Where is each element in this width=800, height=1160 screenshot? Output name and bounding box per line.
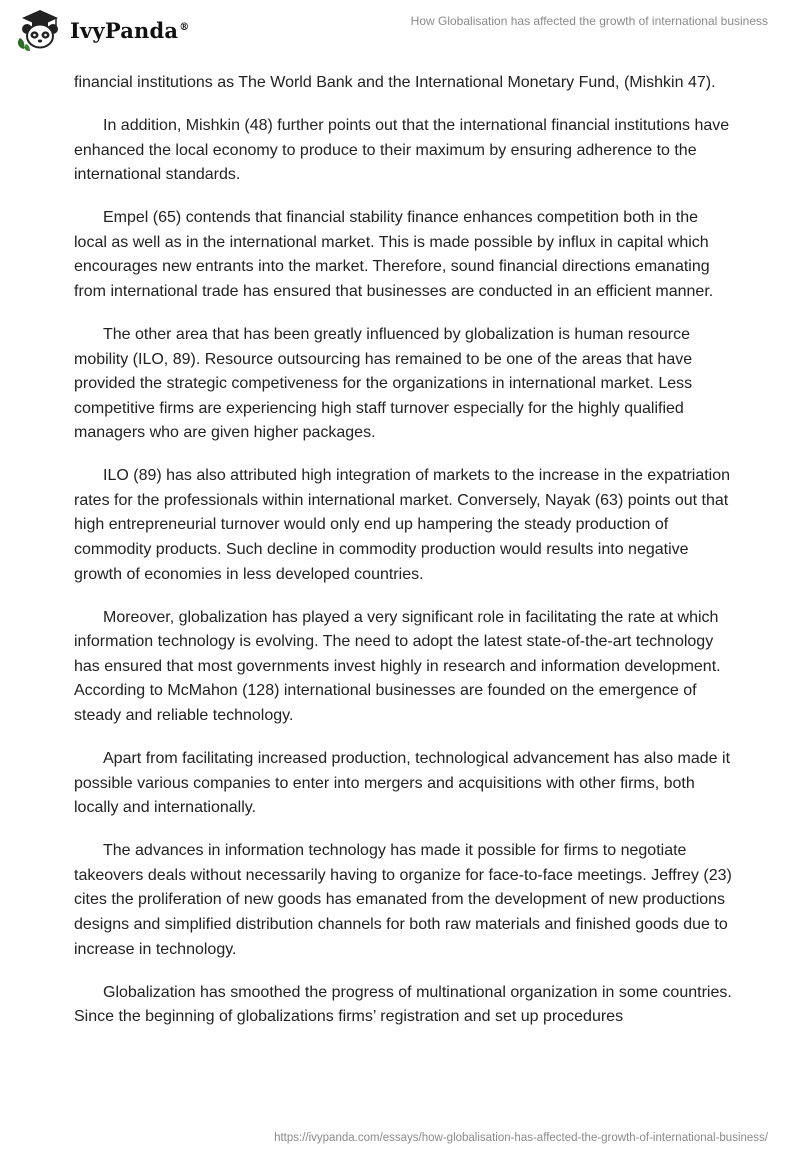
paragraph: The other area that has been greatly influenced by globalization is human resource mobility (ILO, 89). Resource outsourcing has remained to be one of the areas that have provided the strategic competiveness for the organizations in international market. Less competitive firms are experiencing high staff turnover especially for the highly qualified managers who are given higher packages. xyxy=(74,325,693,442)
essay-body xyxy=(74,71,734,1048)
paragraph: In addition, Mishkin (48) further points out that the international financial institutions have enhanced the local economy to produce to their maximum by ensuring adherence to the international standards. xyxy=(74,116,730,184)
registered-mark: ® xyxy=(179,21,190,33)
page-header xyxy=(0,0,800,60)
paragraph: Empel (65) contends that financial stability finance enhances competition both in the local as well as in the international market. This is made possible by influx in capital which encourages new entrants into the market. Therefore, sound financial directions emanating from international trade has ensured that businesses are conducted in an efficient manner. xyxy=(74,209,714,300)
source-url-link[interactable]: https://ivypanda.com/essays/how-globalisation-has-affected-the-growth-of-international-business/ xyxy=(274,1132,768,1144)
paragraph: Apart from facilitating increased production, technological advancement has also made it possible various companies to enter into mergers and acquisitions with other firms, both locally and internationally. xyxy=(74,750,731,817)
ivypanda-logo[interactable] xyxy=(16,10,189,50)
paragraph: Moreover, globalization has played a very significant role in facilitating the rate at which information technology is evolving. The need to adopt the latest state-of-the-art technology has ensured that most governments invest highly in research and information development. According to McMahon (128) international businesses are founded on the emergence of steady and reliable technology. xyxy=(74,608,721,725)
brand-name xyxy=(70,18,189,43)
paragraph: financial institutions as The World Bank and the International Monetary Fund, (Mishkin 47). xyxy=(74,74,716,91)
panda-graduate-icon xyxy=(16,8,66,52)
paragraph: The advances in information technology has made it possible for firms to negotiate takeovers deals without necessarily having to organize for face-to-face meetings. Jeffrey (23) cites the proliferation of new goods has emanated from the development of new productions designs and simplified distribution channels for both raw materials and finished goods due to increase in technology. xyxy=(74,842,732,958)
paragraph: Globalization has smoothed the progress of multinational organization in some countries. Since the beginning of globalizations firms’ registration and set up procedures xyxy=(74,983,732,1026)
paragraph: ILO (89) has also attributed high integration of markets to the increase in the expatriation rates for the professionals within international market. Conversely, Nayak (63) points out that high entrepreneurial turnover would only end up hampering the steady production of commodity products. Such decline in commodity production would results into negative growth of economies in less developed countries. xyxy=(74,467,731,583)
brand-name-text: IvyPanda xyxy=(70,17,179,43)
document-title: How Globalisation has affected the growth of international business xyxy=(410,14,768,28)
